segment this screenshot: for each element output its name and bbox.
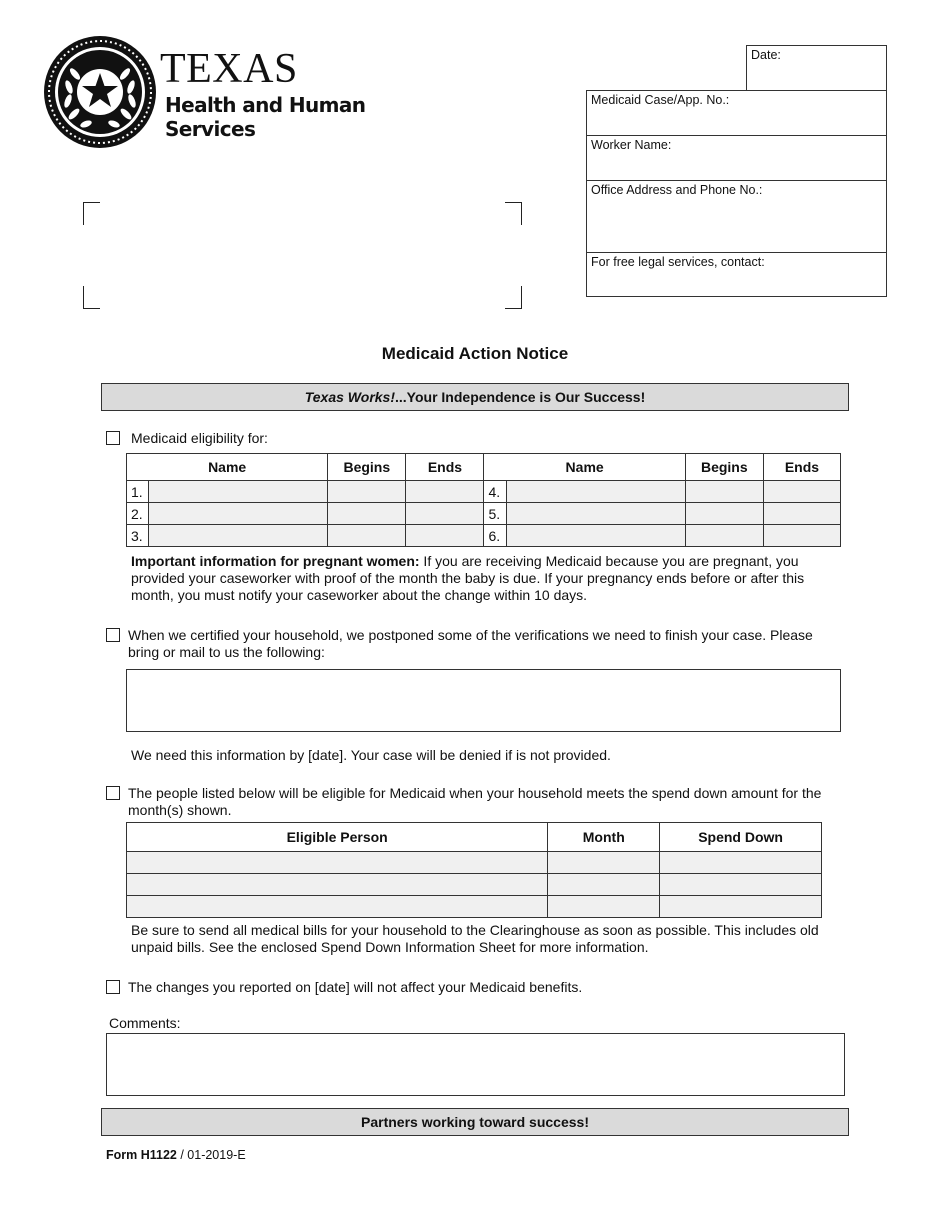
spenddown-header-month: Month [548, 823, 660, 852]
row-number: 5. [484, 503, 506, 525]
month-field[interactable] [548, 852, 660, 874]
logo-agency-line2: Services [165, 117, 256, 141]
comments-label: Comments: [109, 1015, 181, 1031]
spenddown-checkbox[interactable] [106, 786, 120, 800]
month-field[interactable] [548, 896, 660, 918]
begins-field[interactable] [328, 503, 406, 525]
ends-field[interactable] [763, 503, 840, 525]
footer-banner: Partners working toward success! [101, 1108, 849, 1136]
begins-field[interactable] [685, 503, 763, 525]
eligibility-header-ends-right: Ends [763, 454, 840, 481]
row-number: 4. [484, 481, 506, 503]
spenddown-header-person: Eligible Person [127, 823, 548, 852]
motto-banner [101, 383, 849, 411]
eligible-person-field[interactable] [127, 896, 548, 918]
name-field[interactable] [506, 525, 685, 547]
changes-checkbox[interactable] [106, 980, 120, 994]
banner-italic-text: Texas Works! [304, 389, 395, 405]
form-number-bold: Form H1122 [106, 1148, 177, 1162]
legal-services-label: For free legal services, contact: [591, 255, 765, 269]
spenddown-line2: month(s) shown. [128, 802, 232, 818]
eligibility-header-name-left: Name [127, 454, 328, 481]
pregnant-women-notice [131, 553, 804, 604]
spenddown-note [131, 922, 819, 956]
texas-seal-logo [43, 35, 157, 149]
window-corner-bottom-right [505, 286, 522, 309]
name-field[interactable] [506, 481, 685, 503]
eligibility-header-ends-left: Ends [406, 454, 484, 481]
spenddown-note-line2: unpaid bills. See the enclosed Spend Down Information Sheet for more information. [131, 939, 649, 955]
office-address-field[interactable] [586, 180, 887, 253]
begins-field[interactable] [328, 525, 406, 547]
begins-field[interactable] [685, 481, 763, 503]
eligibility-header-begins-left: Begins [328, 454, 406, 481]
page-title: Medicaid Action Notice [381, 344, 569, 363]
pregnant-notice-line3: month, you must notify your caseworker about the change within 10 days. [131, 587, 588, 603]
date-label: Date: [751, 48, 781, 62]
table-row [127, 481, 841, 503]
table-row [127, 525, 841, 547]
pregnant-notice-heading: Important information for pregnant women: [131, 553, 420, 569]
row-number: 1. [127, 481, 149, 503]
row-number: 2. [127, 503, 149, 525]
pregnant-notice-line2: provided your caseworker with proof of the month the baby is due. If your pregnancy ends before or after this [131, 570, 805, 586]
begins-field[interactable] [328, 481, 406, 503]
table-row [127, 503, 841, 525]
window-corner-top-left [83, 202, 100, 225]
banner-text: ...Your Independence is Our Success! [395, 389, 646, 405]
spend-down-field[interactable] [660, 874, 822, 896]
date-field[interactable] [746, 45, 887, 91]
verification-line1: When we certified your household, we postponed some of the verifications we need to finish your case. Please [128, 627, 813, 643]
month-field[interactable] [548, 874, 660, 896]
table-row [127, 896, 822, 918]
comments-field[interactable] [106, 1033, 845, 1096]
table-row [127, 852, 822, 874]
worker-name-field[interactable] [586, 135, 887, 181]
spenddown-text [128, 785, 821, 819]
office-address-label: Office Address and Phone No.: [591, 183, 763, 197]
ends-field[interactable] [763, 481, 840, 503]
begins-field[interactable] [685, 525, 763, 547]
row-number: 3. [127, 525, 149, 547]
window-corner-bottom-left [83, 286, 100, 309]
eligibility-table [126, 453, 841, 547]
case-number-label: Medicaid Case/App. No.: [591, 93, 730, 107]
ends-field[interactable] [763, 525, 840, 547]
form-number [106, 1148, 246, 1162]
pregnant-notice-line1: If you are receiving Medicaid because you are pregnant, you [419, 553, 799, 569]
eligible-person-field[interactable] [127, 852, 548, 874]
spenddown-note-line1: Be sure to send all medical bills for your household to the Clearinghouse as soon as possible. This includes old [131, 922, 819, 938]
worker-name-label: Worker Name: [591, 138, 672, 152]
logo-agency-line1: Health and Human [165, 93, 366, 117]
verification-text [128, 627, 813, 661]
eligible-person-field[interactable] [127, 874, 548, 896]
name-field[interactable] [149, 481, 328, 503]
spend-down-field[interactable] [660, 896, 822, 918]
eligibility-checkbox[interactable] [106, 431, 120, 445]
name-field[interactable] [506, 503, 685, 525]
eligibility-header-name-right: Name [484, 454, 685, 481]
form-version: / 01-2019-E [176, 1148, 246, 1162]
row-number: 6. [484, 525, 506, 547]
verification-line2: bring or mail to us the following: [128, 644, 325, 660]
spenddown-line1: The people listed below will be eligible for Medicaid when your household meets the spend down amount for the [128, 785, 822, 801]
verification-checkbox[interactable] [106, 628, 120, 642]
spenddown-table [126, 822, 822, 918]
ends-field[interactable] [406, 503, 484, 525]
ends-field[interactable] [406, 525, 484, 547]
spend-down-field[interactable] [660, 852, 822, 874]
name-field[interactable] [149, 525, 328, 547]
changes-text: The changes you reported on [date] will not affect your Medicaid benefits. [128, 979, 583, 995]
eligibility-header-begins-right: Begins [685, 454, 763, 481]
logo-texas-text: TEXAS [160, 46, 298, 92]
window-corner-top-right [505, 202, 522, 225]
case-number-field[interactable] [586, 90, 887, 136]
eligibility-label: Medicaid eligibility for: [131, 430, 268, 446]
verification-deadline: We need this information by [date]. Your case will be denied if is not provided. [131, 747, 611, 763]
legal-services-field[interactable] [586, 252, 887, 297]
name-field[interactable] [149, 503, 328, 525]
ends-field[interactable] [406, 481, 484, 503]
verification-items-field[interactable] [126, 669, 841, 732]
spenddown-header-amount: Spend Down [660, 823, 822, 852]
table-row [127, 874, 822, 896]
